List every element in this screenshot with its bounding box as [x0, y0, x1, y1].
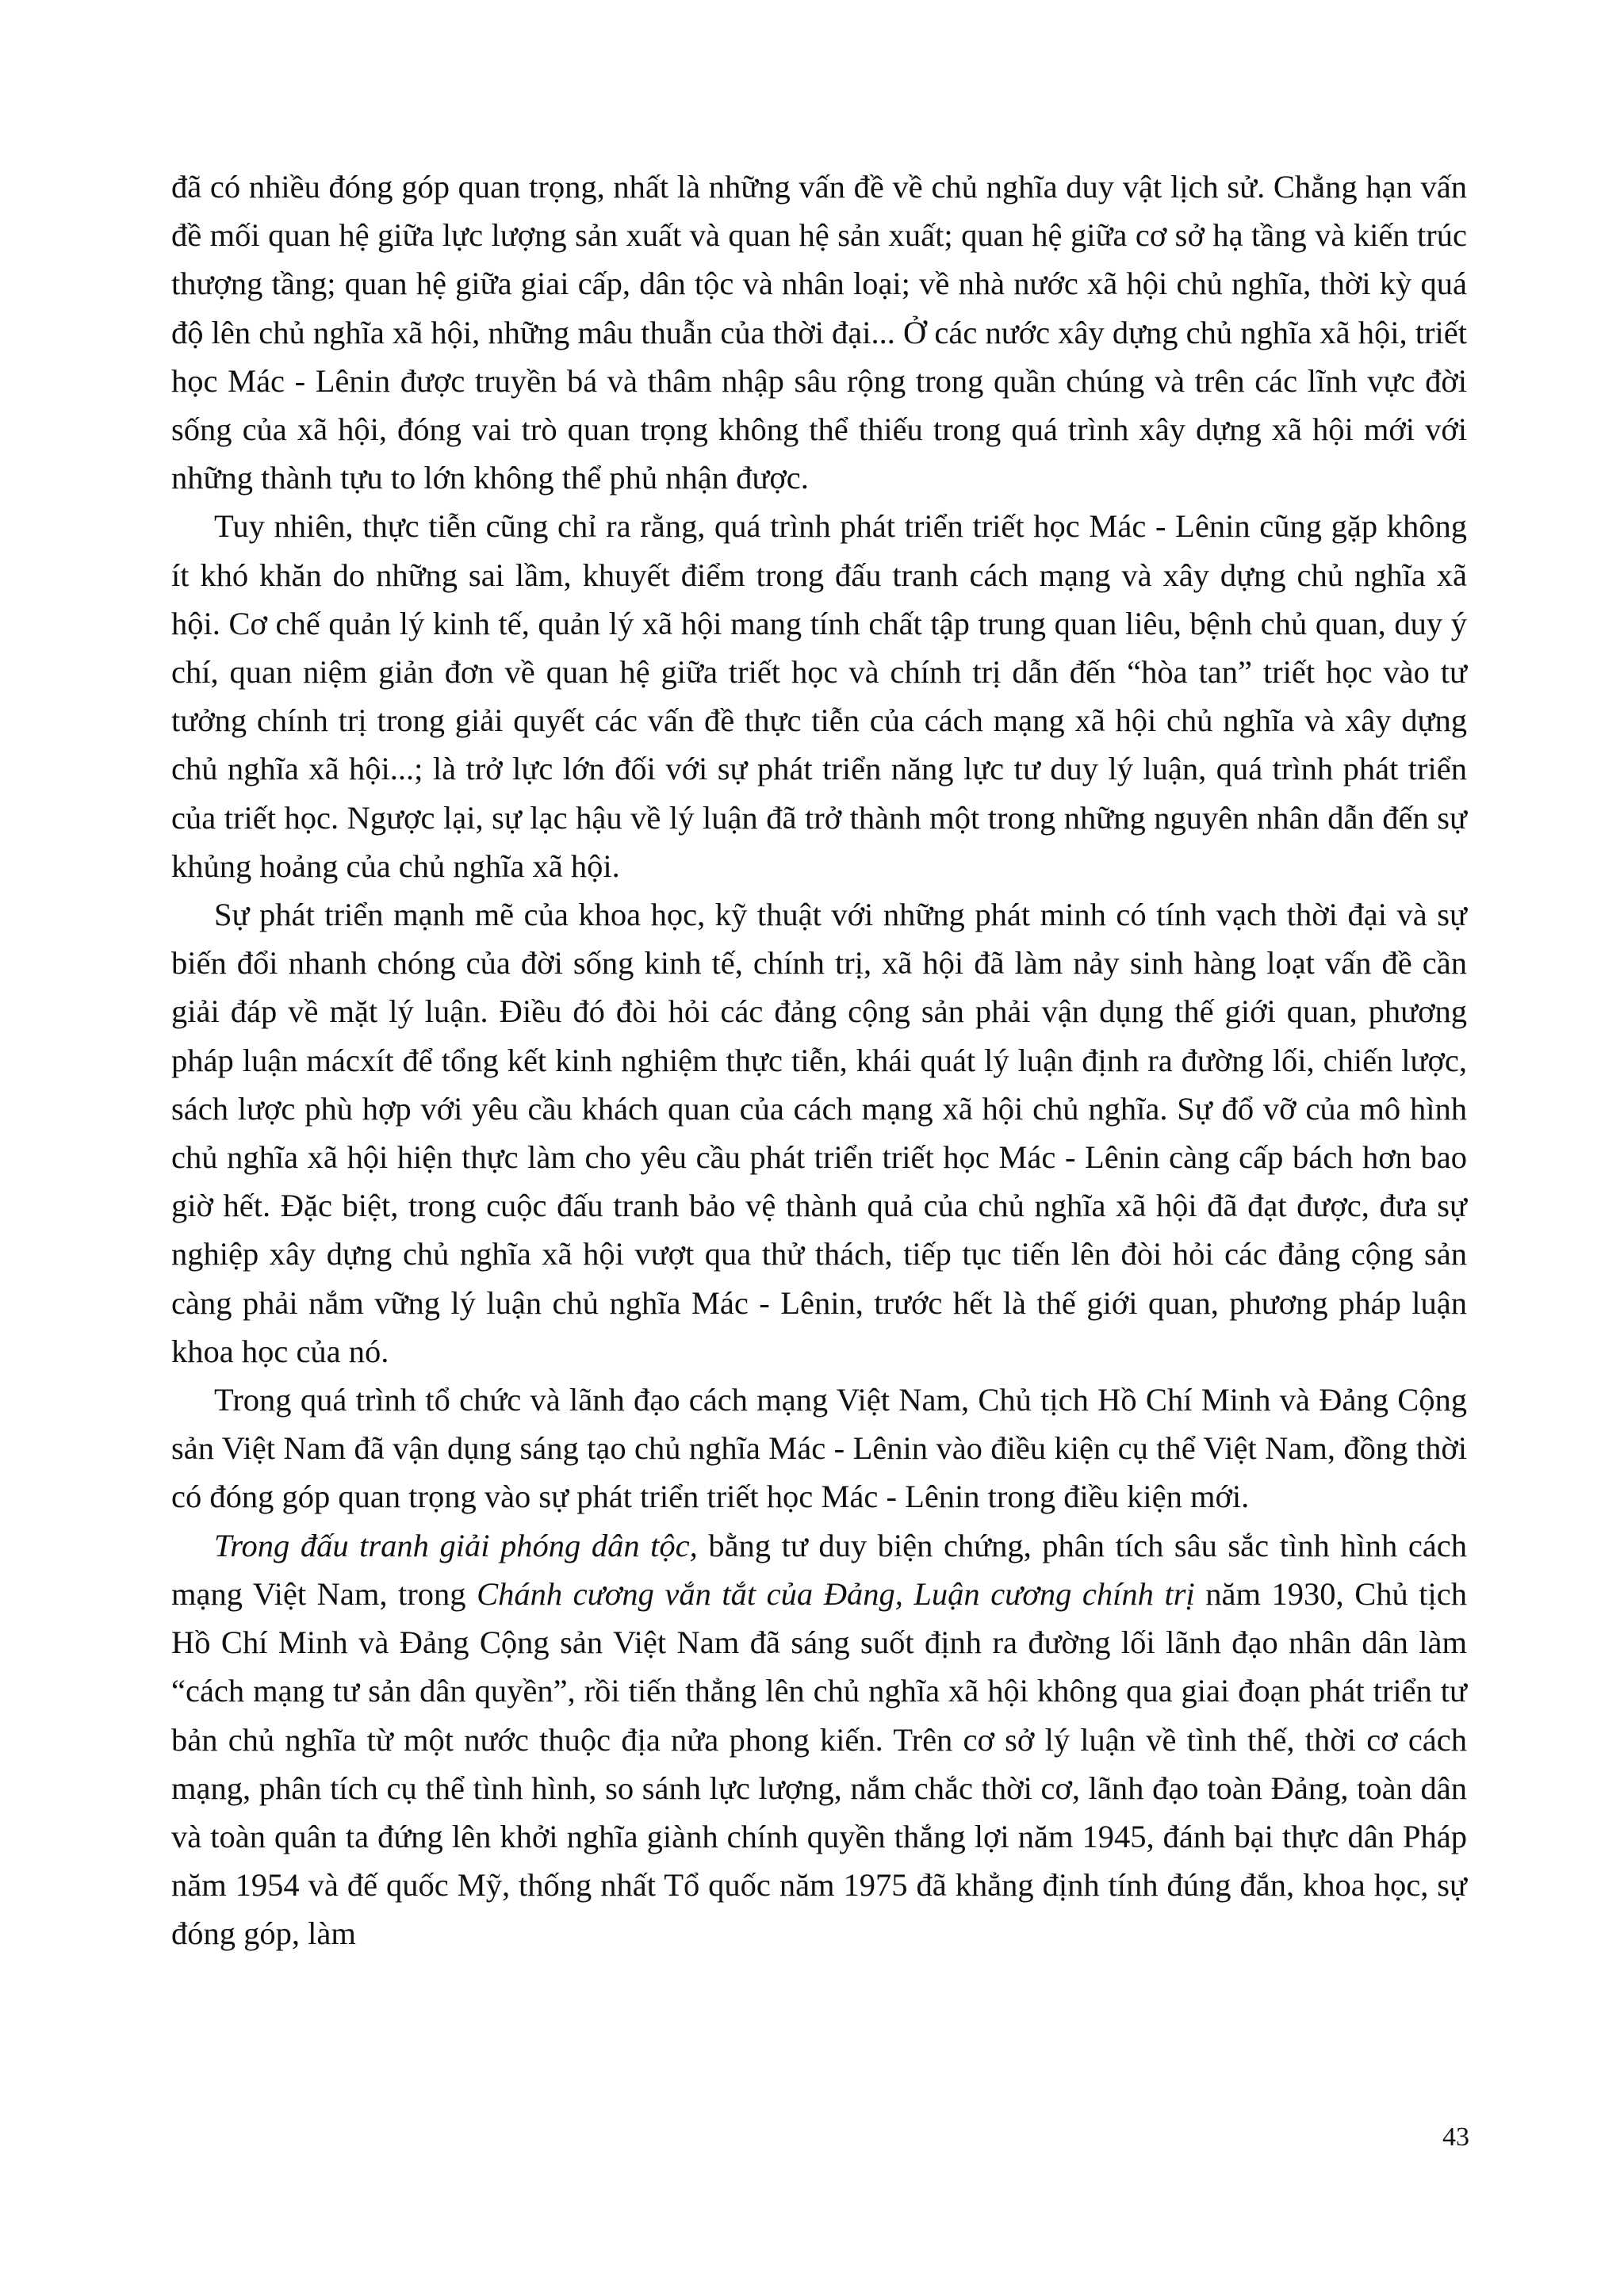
page-body [171, 163, 1467, 1958]
paragraph-5-italic-lead: Trong đấu tranh giải phóng dân tộc, [214, 1527, 698, 1563]
paragraph-2 [171, 502, 1467, 890]
page-number: 43 [1442, 2122, 1469, 2152]
paragraph-5-italic-title: Chánh cương vắn tắt của Đảng, Luận cương chính trị [477, 1575, 1195, 1612]
paragraph-1-text: đã có nhiều đóng góp quan trọng, nhất là những vấn đề về chủ nghĩa duy vật lịch sử. Chẳng hạn vấn đề mối quan hệ giữa lực lượng sản xuất và quan hệ sản xuất; quan hệ giữa cơ sở hạ tầng và kiến trúc thượng tầng; quan hệ giữa giai cấp, dân tộc và nhân loại; về nhà nước xã hội chủ nghĩa, thời kỳ quá độ lên chủ nghĩa xã hội, những mâu thuẫn của thời đại... Ở các nước xây dựng chủ nghĩa xã hội, triết học Mác - Lênin được truyền bá và thâm nhập sâu rộng trong quần chúng và trên các lĩnh vực đời sống của xã hội, đóng vai trò quan trọng không thể thiếu trong quá trình xây dựng xã hội mới với những thành tựu to lớn không thể phủ nhận được. [171, 169, 1467, 496]
paragraph-3-text: Sự phát triển mạnh mẽ của khoa học, kỹ thuật với những phát minh có tính vạch thời đại và sự biến đổi nhanh chóng của đời sống kinh tế, chính trị, xã hội đã làm nảy sinh hàng loạt vấn đề cần giải đáp về mặt lý luận. Điều đó đòi hỏi các đảng cộng sản phải vận dụng thế giới quan, phương pháp luận mácxít để tổng kết kinh nghiệm thực tiễn, khái quát lý luận định ra đường lối, chiến lược, sách lược phù hợp với yêu cầu khách quan của cách mạng xã hội chủ nghĩa. Sự đổ vỡ của mô hình chủ nghĩa xã hội hiện thực làm cho yêu cầu phát triển triết học Mác - Lênin càng cấp bách hơn bao giờ hết. Đặc biệt, trong cuộc đấu tranh bảo vệ thành quả của chủ nghĩa xã hội đã đạt được, đưa sự nghiệp xây dựng chủ nghĩa xã hội vượt qua thử thách, tiếp tục tiến lên đòi hỏi các đảng cộng sản càng phải nắm vững lý luận chủ nghĩa Mác - Lênin, trước hết là thế giới quan, phương pháp luận khoa học của nó. [171, 897, 1467, 1369]
paragraph-5-text-a: bằng tư duy biện chứng, phân tích sâu sắc tình hình cách mạng Việt Nam, trong [171, 1527, 1467, 1612]
paragraph-3 [171, 890, 1467, 1376]
paragraph-5 [171, 1521, 1467, 1958]
paragraph-4-text: Trong quá trình tổ chức và lãnh đạo cách mạng Việt Nam, Chủ tịch Hồ Chí Minh và Đảng Cộng sản Việt Nam đã vận dụng sáng tạo chủ nghĩa Mác - Lênin vào điều kiện cụ thể Việt Nam, đồng thời có đóng góp quan trọng vào sự phát triển triết học Mác - Lênin trong điều kiện mới. [171, 1382, 1467, 1515]
paragraph-2-text: Tuy nhiên, thực tiễn cũng chỉ ra rằng, quá trình phát triển triết học Mác - Lênin cũng gặp không ít khó khăn do những sai lầm, khuyết điểm trong đấu tranh cách mạng và xây dựng chủ nghĩa xã hội. Cơ chế quản lý kinh tế, quản lý xã hội mang tính chất tập trung quan liêu, bệnh chủ quan, duy ý chí, quan niệm giản đơn về quan hệ giữa triết học và chính trị dẫn đến “hòa tan” triết học vào tư tưởng chính trị trong giải quyết các vấn đề thực tiễn của cách mạng xã hội chủ nghĩa và xây dựng chủ nghĩa xã hội...; là trở lực lớn đối với sự phát triển năng lực tư duy lý luận, quá trình phát triển của triết học. Ngược lại, sự lạc hậu về lý luận đã trở thành một trong những nguyên nhân dẫn đến sự khủng hoảng của chủ nghĩa xã hội. [171, 508, 1467, 884]
paragraph-1 [171, 163, 1467, 502]
paragraph-5-text-b: năm 1930, Chủ tịch Hồ Chí Minh và Đảng Cộng sản Việt Nam đã sáng suốt định ra đường lối lãnh đạo nhân dân làm “cách mạng tư sản dân quyền”, rồi tiến thẳng lên chủ nghĩa xã hội không qua giai đoạn phát triển tư bản chủ nghĩa từ một nước thuộc địa nửa phong kiến. Trên cơ sở lý luận về tình thế, thời cơ cách mạng, phân tích cụ thể tình hình, so sánh lực lượng, nắm chắc thời cơ, lãnh đạo toàn Đảng, toàn dân và toàn quân ta đứng lên khởi nghĩa giành chính quyền thắng lợi năm 1945, đánh bại thực dân Pháp năm 1954 và đế quốc Mỹ, thống nhất Tổ quốc năm 1975 đã khẳng định tính đúng đắn, khoa học, sự đóng góp, làm [171, 1575, 1467, 1952]
paragraph-4 [171, 1376, 1467, 1521]
